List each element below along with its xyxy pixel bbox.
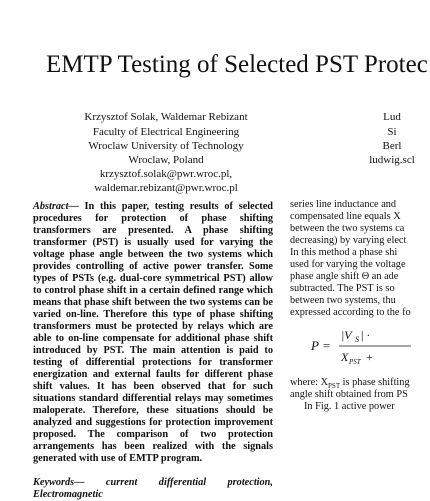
formula-numerator-sub: S [355, 335, 359, 344]
affiliation-line: Berl [382, 140, 402, 152]
body-column-right [290, 199, 430, 319]
author-block-left [60, 110, 272, 195]
body-column-right-bottom [290, 377, 430, 413]
abstract-dash: — [68, 201, 85, 212]
affiliation-line: Wroclaw University of Technology [88, 140, 244, 152]
body-line: between two systems, thu [290, 295, 396, 306]
where-text: where: X [290, 377, 329, 388]
where-sub: PST [328, 382, 341, 391]
formula-denominator-sub: PST [349, 358, 361, 366]
abstract-text: In this paper, testing results of selected procedures for protection of phase shifting transformers are presented. A phase shifting transformer (PST) is usually used for varying the voltage phase angle between the two systems which provides controlling of active power transfer. Some types of PSTs (e.g. dual-core symmetrical PST) allow to control phase shift in a certain defined range which means that phase shift between the two systems can be varied on-line. Therefore this type of phase shifting transformers must be protected by relays which are able to on-line compensate for additional phase shift introduced by PST. The main attention is paid to testing of differential protections for transformer energization and external faults for different phase shift values. It has been observed that for such situations standard differential relays may sometimes maloperate. Therefore, these situations should be analyzed and suggestions for protection improvement proposed. The comparison of two protection arrangements has been realized with the signals generated with use of EMTP program. [33, 201, 273, 464]
author-block-right [357, 110, 427, 167]
author-email: krzysztof.solak@pwr.wroc.pl, [99, 168, 233, 180]
body-line: between the two systems ca [290, 223, 405, 234]
affiliation-line: Faculty of Electrical Engineering [92, 126, 240, 138]
body-line: compensated line equals X [290, 211, 401, 222]
affiliation-line: Si [387, 126, 397, 138]
index-terms [33, 477, 273, 501]
author-email: ludwig.scl [369, 154, 415, 166]
paper-title: EMTP Testing of Selected PST Protec [46, 51, 428, 78]
body-line: In this method a phase shi [290, 247, 398, 258]
affiliation-line: Wroclaw, Poland [128, 154, 204, 166]
formula-numerator-tail: | · [361, 328, 371, 342]
formula-numerator: |V [341, 328, 352, 342]
index-terms-label: Keywords [33, 477, 75, 488]
body-line: used for varying the voltage [290, 259, 406, 270]
body-line: subtracted. The PST is so [290, 283, 395, 294]
power-formula [311, 322, 411, 372]
body-line: expressed according to the fo [290, 307, 411, 318]
author-names: Krzysztof Solak, Waldemar Rebizant [84, 111, 248, 123]
abstract-paragraph [33, 201, 273, 465]
body-line: phase angle shift Θ an ade [290, 271, 399, 282]
abstract-column [33, 201, 273, 501]
where-tail: is phase shifting [340, 377, 410, 388]
index-terms-text: — current differential protection, Electromagnetic [33, 477, 273, 500]
formula-denominator: X [341, 350, 349, 364]
author-email: waldemar.rebizant@pwr.wroc.pl [94, 182, 238, 194]
body-line: decreasing) by varying elect [290, 235, 407, 246]
body-line [290, 377, 430, 389]
body-line: angle shift obtained from PS [290, 389, 408, 400]
formula-lhs: P = [311, 338, 331, 353]
author-names: Lud [383, 111, 401, 123]
body-line: series line inductance and [290, 199, 397, 210]
formula-denominator-tail: + [366, 350, 373, 364]
body-line: In Fig. 1 active power [304, 401, 395, 412]
abstract-label: Abstract [33, 201, 69, 212]
